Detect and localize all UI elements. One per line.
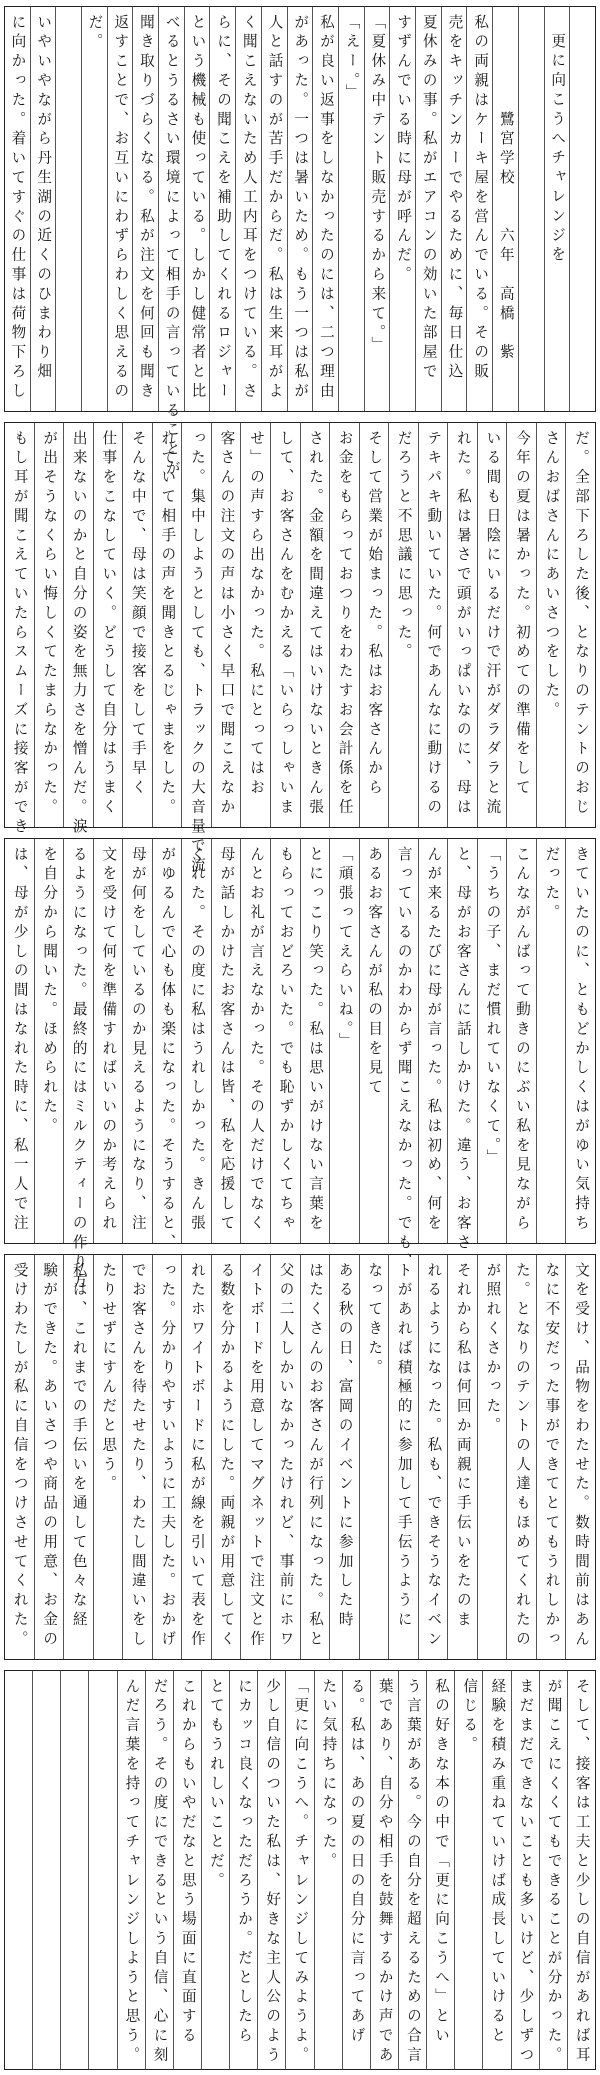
text-column — [145, 1671, 173, 2069]
column-text: べるとうるさい環境によって相手の言っていることが — [163, 14, 181, 480]
manuscript-sheet — [4, 1254, 596, 1660]
text-column — [63, 423, 93, 838]
manuscript-sheet — [4, 6, 596, 480]
column-text: た。となりのテントの人達もほめてくれたの — [513, 1262, 531, 1650]
column-text: んとお礼が言えなかった。その人だけでなく — [248, 846, 265, 1234]
text-column — [93, 839, 123, 1243]
text-column — [55, 7, 81, 411]
column-text: こんながんばって動きのにぶい私を見ながら — [513, 846, 531, 1234]
column-text: 経験を積み重ねていけば成長していけると — [489, 1678, 507, 2047]
text-column — [132, 7, 158, 411]
text-column — [388, 1255, 418, 1659]
text-column — [492, 7, 518, 411]
column-text: だ。 — [86, 14, 104, 53]
column-text: だった。 — [543, 846, 561, 924]
text-column — [5, 1671, 32, 2069]
column-text: が聞こえにくくてもできることが分かった。 — [545, 1678, 563, 2066]
column-text: るようになった。最終的にはミルクティーの作り方 — [70, 846, 88, 1293]
text-column — [5, 7, 30, 411]
text-column — [184, 7, 210, 411]
text-column — [312, 7, 338, 411]
column-text: 受けわたしが私に自信をつけさせてくれた。 — [11, 1262, 29, 1650]
text-column — [518, 7, 544, 411]
column-text: して、お客さんをむかえる「いらっしゃいま — [277, 430, 295, 818]
column-text: 信じる。 — [461, 1678, 479, 1756]
text-column — [447, 423, 477, 827]
text-column — [544, 7, 570, 411]
text-column — [300, 423, 330, 827]
column-grid — [5, 7, 595, 480]
column-text: った。分かりやすいように工夫した。おかげ — [159, 1262, 177, 1650]
text-column — [447, 1255, 477, 1659]
column-text: る。私は、あの夏の日の自分に言ってあげ — [348, 1678, 366, 2047]
column-text: さんおばさんにあいさつをした。 — [543, 430, 561, 721]
column-text: 父の二人しかいなかったけれど、事前にホワ — [277, 1262, 295, 1650]
column-text: が出そうなくらい悔しくてたまらなかった。 — [41, 430, 59, 818]
text-column — [122, 1255, 152, 1659]
text-column — [418, 423, 448, 827]
text-column — [477, 839, 507, 1243]
column-text: 「えー。」 — [343, 14, 361, 104]
column-text: はたくさんのお客さんが行列になった。私と — [307, 1262, 325, 1650]
manuscript-sheet — [4, 422, 596, 877]
text-column — [536, 1255, 566, 1659]
text-column — [158, 7, 184, 480]
column-text: 「うちの子、まだ慣れていなくて。」 — [484, 846, 502, 1169]
column-text: もし耳が聞こえていたらスムーズに接客ができ — [11, 430, 29, 838]
column-text: があった。一つは暑いため。もう一つは私が — [292, 14, 310, 402]
manuscript-sheet — [4, 838, 596, 1293]
column-text: く聞こえないため人工内耳をつけている。さ — [240, 14, 258, 402]
text-column — [447, 839, 477, 1254]
text-column — [88, 1671, 116, 2069]
column-text: せ」の声すら出なかった。私にとってはお — [248, 430, 265, 799]
column-text: そして営業が始まった。私はお客さんから — [366, 430, 384, 799]
column-text: だろうと不思議に思った。 — [395, 430, 413, 663]
text-column — [342, 1671, 370, 2069]
column-text: は、母が少しの間はなれた時に、私一人で注 — [11, 846, 29, 1234]
column-text: う言葉がある。今の自分を超えるための合言 — [404, 1678, 422, 2066]
text-column — [209, 7, 235, 411]
column-grid — [5, 423, 595, 877]
text-column — [565, 423, 595, 827]
text-column — [122, 839, 152, 1243]
text-column — [152, 423, 182, 827]
column-text: いやいやながら丹生湖の近くのひまわり畑 — [35, 14, 53, 383]
column-text: 私の両親はケーキ屋を営んでいる。その販 — [472, 14, 490, 383]
column-text: れたホワイトボードに私が線を引いて表を作 — [188, 1262, 206, 1650]
column-text: たりせずにすんだと思う。 — [100, 1262, 118, 1495]
column-text: らに、その聞こえを補助してくれるロジャー — [215, 14, 233, 402]
text-column — [370, 1671, 398, 2069]
column-text: トがあれば積極的に参加して手伝うように — [395, 1262, 413, 1631]
column-text: んが来るたびに母が言った。私は初め、何を — [425, 846, 443, 1234]
text-column — [506, 1255, 536, 1659]
column-text: そんな中で、母は笑顔で接客をして手早く — [129, 430, 147, 799]
text-column — [63, 1255, 93, 1659]
column-text: 母が話しかけたお客さんは皆、私を応援して — [218, 846, 236, 1234]
column-text: くれた。その度に私はうれしかった。きん張 — [188, 846, 206, 1234]
column-text: を自分から聞いた。ほめられた。 — [41, 846, 59, 1137]
column-text: 言っているのかわからず聞こえなかった。でも、 — [395, 846, 413, 1273]
column-text: それから私は何回か両親に手伝いをたのま — [454, 1262, 472, 1631]
text-column — [173, 1671, 201, 2069]
column-text: 「頑張ってえらいね。」 — [336, 846, 354, 1053]
text-column — [201, 1671, 229, 2069]
column-text: 私の好きな本の中で「更に向こうへ」とい — [433, 1678, 451, 2047]
column-text: イトボードを用意してマグネットで注文と作 — [248, 1262, 265, 1650]
text-column — [536, 423, 566, 827]
text-column — [30, 7, 56, 411]
column-text: 聞き取りづらくなる。私が注文を何回も聞き — [137, 14, 155, 402]
column-text: いる間も日陰にいるだけで汗がダラダラと流 — [484, 430, 502, 818]
column-text: 客さんの注文の声は小さく早口で聞こえなか — [218, 430, 236, 818]
column-grid — [5, 839, 595, 1293]
column-text: 売をキッチンカーでやるために、毎日仕込 — [446, 14, 464, 383]
text-column — [211, 423, 241, 827]
text-column — [240, 1255, 270, 1659]
column-text: なに不安だった事ができてとてもうれしかっ — [543, 1262, 561, 1650]
text-column — [359, 1255, 389, 1659]
text-column — [32, 1671, 60, 2069]
text-column — [418, 1255, 448, 1659]
column-text: 私は、これまでの手伝いを通して色々な経 — [70, 1262, 88, 1631]
essay-title: 更に向こうへチャレンジを — [549, 33, 567, 266]
text-column — [389, 7, 415, 411]
manuscript-sheet — [4, 1670, 596, 2070]
column-text: と、母がお客さんに話しかけた。違う、お客さ — [454, 846, 472, 1254]
column-text: んだ言葉を持ってチャレンジしようと思う。 — [123, 1678, 141, 2066]
text-column — [152, 1255, 182, 1659]
text-column — [418, 839, 448, 1243]
text-column — [569, 7, 595, 411]
text-column — [81, 7, 107, 411]
text-column — [211, 839, 241, 1243]
text-column — [34, 423, 64, 827]
column-text: これからもいやだなと思う場面に直面する — [179, 1678, 197, 2047]
column-text: だ。全部下ろした後、となりのテントのおじ — [573, 430, 591, 818]
text-column — [5, 1255, 34, 1659]
text-column — [565, 1255, 595, 1659]
column-text: たい気持ちになった。 — [320, 1678, 338, 1872]
text-column — [270, 423, 300, 827]
text-column — [93, 1255, 123, 1659]
text-column — [364, 7, 390, 411]
text-column — [93, 423, 123, 827]
column-text: れるようになった。私も、できそうなイベン — [425, 1262, 443, 1650]
text-column — [117, 1671, 145, 2069]
column-text: 人と話すのが苦手だからだ。私は生来耳がよ — [266, 14, 284, 402]
text-column — [567, 1671, 595, 2069]
text-column — [329, 423, 359, 827]
column-text: あるお客さんが私の目を見て — [366, 846, 384, 1099]
column-text: 「更に向こうへ。チャレンジしてみようよ。 — [292, 1678, 310, 2066]
column-text: でお客さんを待たせたり、わたし間違いをし — [129, 1262, 147, 1650]
column-text: に向かった。着いてすぐの仕事は荷物下ろし — [9, 14, 27, 402]
text-column — [181, 839, 211, 1243]
column-text: 験ができた。あいさつや商品の用意、お金の — [41, 1262, 59, 1650]
column-text: 私が良い返事をしなかったのには、二つ理由 — [317, 14, 335, 402]
column-text: れた。私は暑さで頭がいっぱいなのに、母は — [454, 430, 472, 818]
text-column — [287, 7, 313, 411]
column-text: そして、接客は工夫と少しの自信があれば耳 — [573, 1678, 591, 2066]
text-column — [261, 7, 287, 411]
column-text: 返すことで、お互いにわずらわしく思えるの — [112, 14, 130, 402]
text-column — [477, 423, 507, 827]
text-column — [329, 1255, 359, 1659]
column-text: テキパキ動いていた。何であんなに動けるの — [425, 430, 443, 818]
column-text: が照れくさかった。 — [484, 1262, 502, 1437]
column-text: 夏休みの事。私がエアコンの効いた部屋で — [420, 14, 438, 383]
text-column — [338, 7, 364, 411]
column-text: まだまだできないことも多いけど、少しずつ — [517, 1678, 535, 2066]
column-grid — [5, 1671, 595, 2069]
column-text: ある秋の日、富岡のイベントに参加した時 — [336, 1262, 354, 1631]
text-column — [506, 839, 536, 1243]
column-text: お金をもらっておつりをわたすお会計係を任 — [336, 430, 354, 818]
text-column — [536, 839, 566, 1243]
column-text: れていて相手の声を聞きとるじゃまをした。 — [159, 430, 177, 818]
column-text: された。金額を間違えてはいけないときん張 — [307, 430, 325, 818]
column-grid — [5, 1255, 595, 1659]
column-text: にカッコ良くなっただろうか。だとしたら — [236, 1678, 254, 2047]
text-column — [388, 839, 418, 1273]
text-column — [388, 423, 418, 827]
text-column — [482, 1671, 510, 2069]
text-column — [511, 1671, 539, 2069]
column-text: なってきた。 — [366, 1262, 384, 1379]
text-column — [359, 423, 389, 827]
text-column — [34, 1255, 64, 1659]
column-text: きていたのに、ともどかしくはがゆい気持ち — [573, 846, 591, 1234]
text-column — [300, 839, 330, 1243]
text-column — [63, 839, 93, 1293]
text-column — [34, 839, 64, 1243]
text-column — [441, 7, 467, 411]
column-text: る数を分かるようにした。両親が用意してく — [218, 1262, 236, 1650]
text-column — [122, 423, 152, 827]
text-column — [466, 7, 492, 411]
column-text: 文を受け、品物をわたせた。数時間前はあん — [573, 1262, 591, 1650]
text-column — [181, 423, 211, 877]
text-column — [477, 1255, 507, 1659]
column-text: 母が何をしているのか見えるようになり、注 — [129, 846, 147, 1234]
text-column — [398, 1671, 426, 2069]
text-column — [5, 423, 34, 838]
text-column — [314, 1671, 342, 2069]
author-line: 鷺宮学校 六年 高橋 紫 — [497, 14, 515, 364]
column-text: 文を受けて何を準備すればいいのか考えられ — [100, 846, 118, 1234]
column-text: とにっこり笑った。私は思いがけない言葉を — [307, 846, 325, 1234]
text-column — [359, 839, 389, 1243]
text-column — [506, 423, 536, 827]
text-column — [235, 7, 261, 411]
column-text: った。集中しようとしても、トラックの大音量で流 — [188, 430, 206, 877]
text-column — [300, 1255, 330, 1659]
text-column — [181, 1255, 211, 1659]
column-text: 葉であり、自分や相手を鼓舞するかけ声であ — [376, 1678, 394, 2066]
column-text: もらっておどろいた。でも恥ずかしくてちゃ — [277, 846, 295, 1234]
text-column — [565, 839, 595, 1243]
text-column — [454, 1671, 482, 2069]
text-column — [426, 1671, 454, 2069]
text-column — [152, 839, 182, 1254]
text-column — [5, 839, 34, 1243]
text-column — [539, 1671, 567, 2069]
text-column — [60, 1671, 88, 2069]
column-text: という機械も使っている。しかし健常者と比 — [189, 14, 207, 402]
column-text: 「夏休み中テント販売するから来て。」 — [369, 14, 387, 356]
text-column — [229, 1671, 257, 2069]
column-text: とてもうれしいことだ。 — [207, 1678, 225, 1892]
text-column — [329, 839, 359, 1243]
column-text: だろう。その度にできるという自信、心に刻 — [151, 1678, 169, 2066]
text-column — [240, 839, 270, 1243]
text-column — [415, 7, 441, 411]
text-column — [257, 1671, 285, 2069]
column-text: 出来ないのかと自分の姿を無力さを憎んだ。涙 — [70, 430, 88, 838]
text-column — [211, 1255, 241, 1659]
column-text: すずんでいる時に母が呼んだ。 — [395, 14, 413, 286]
text-column — [107, 7, 133, 411]
column-text: がゆるんで心も体も楽になった。そうすると、 — [159, 846, 177, 1254]
text-column — [270, 839, 300, 1243]
column-text: 仕事をこなしていく。どうして自分はうまく — [100, 430, 118, 818]
text-column — [285, 1671, 313, 2069]
column-text: 今年の夏は暑かった。初めての準備をして — [513, 430, 531, 799]
text-column — [240, 423, 270, 827]
column-text: 少し自信のついた私は、好きな主人公のよう — [264, 1678, 282, 2066]
text-column — [270, 1255, 300, 1659]
